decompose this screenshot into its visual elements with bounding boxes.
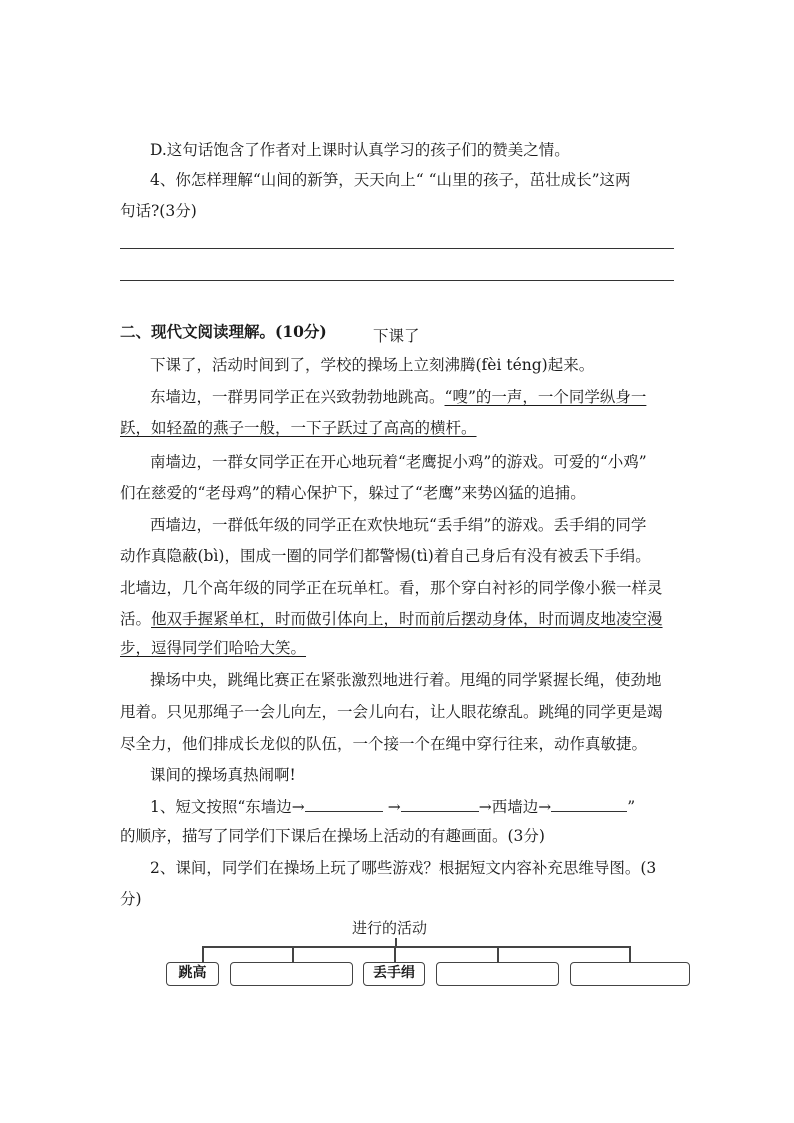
underlined-sentence-2: 他双手握紧单杠，时而做引体向上，时而前后摆动身体，时而调皮地凌空漫 xyxy=(151,610,663,628)
mind-map-connector xyxy=(629,946,631,962)
question-1-prefix: 1、短文按照“东墙边→ xyxy=(150,798,305,816)
paragraph-4-text: 活。 xyxy=(120,610,152,628)
paragraph-3-line1: 南墙边，一群女同学正在开心地玩着“老鹰捉小鸡”的游戏。可爱的“小鸡” xyxy=(150,453,647,471)
question-2-line2: 分) xyxy=(120,890,142,908)
mind-map-branch-bar xyxy=(202,946,630,948)
paragraph-5-line1: 操场中央，跳绳比赛正在紧张激烈地进行着。甩绳的同学紧握长绳，使劲地 xyxy=(150,671,662,689)
answer-blank-1[interactable] xyxy=(305,797,383,812)
answer-line-1[interactable] xyxy=(120,248,674,249)
mind-map-connector xyxy=(202,946,204,962)
mind-map-box-high-jump: 跳高 xyxy=(166,962,219,986)
mind-map-box-blank[interactable] xyxy=(436,962,559,986)
question-4-line1: 4、你怎样理解“山间的新笋，天天向上“ “山里的孩子，茁壮成长”这两 xyxy=(150,171,631,189)
question-1-line1 xyxy=(150,797,635,817)
mind-map-connector xyxy=(292,946,294,962)
mind-map-connector xyxy=(394,946,396,962)
question-4-line2: 句话?(3分) xyxy=(120,202,197,220)
option-d: D.这句话饱含了作者对上课时认真学习的孩子们的赞美之情。 xyxy=(150,141,570,159)
paragraph-4-line5: 步，逗得同学们哈哈大笑。 xyxy=(120,639,307,657)
arrow-text: → xyxy=(387,798,401,816)
passage-title: 下课了 xyxy=(373,327,420,345)
mind-map-connector xyxy=(497,946,499,962)
paragraph-2-line2: 跃，如轻盈的燕子一般，一下子跃过了高高的横杆。 xyxy=(120,419,477,437)
answer-line-2[interactable] xyxy=(120,280,674,281)
paragraph-5-line2: 甩着。只见那绳子一会儿向左，一会儿向右，让人眼花缭乱。跳绳的同学更是竭 xyxy=(120,703,663,721)
question-1-line2: 的顺序，描写了同学们下课后在操场上活动的有趣画面。(3分) xyxy=(120,827,545,845)
section-heading: 二、现代文阅读理解。(10分) xyxy=(120,322,327,341)
mind-map-title: 进行的活动 xyxy=(352,919,428,937)
paragraph-1: 下课了，活动时间到了，学校的操场上立刻沸腾(fèi téng)起来。 xyxy=(150,356,595,374)
paragraph-4-line3: 北墙边，几个高年级的同学正在玩单杠。看，那个穿白衬衫的同学像小猴一样灵 xyxy=(120,579,663,597)
paragraph-6: 课间的操场真热闹啊! xyxy=(150,766,296,784)
question-1-mid: →西墙边→ xyxy=(478,798,552,816)
paragraph-4-line2: 动作真隐蔽(bì)，围成一圈的同学们都警惕(tì)着自己身后有没有被丢下手绢。 xyxy=(120,547,651,565)
paragraph-5-line3: 尽全力，他们排成长龙似的队伍，一个接一个在绳中穿行往来，动作真敏捷。 xyxy=(120,735,648,753)
mind-map-box-blank[interactable] xyxy=(230,962,353,986)
mind-map-box-handkerchief: 丢手绢 xyxy=(363,962,425,986)
paragraph-2-text: 东墙边，一群男同学正在兴致勃勃地跳高。 xyxy=(150,388,445,406)
question-1-close: ” xyxy=(627,798,636,816)
question-2-line1: 2、课间，同学们在操场上玩了哪些游戏？根据短文内容补充思维导图。(3 xyxy=(150,859,657,877)
paragraph-4-line1: 西墙边，一群低年级的同学正在欢快地玩“丢手绢”的游戏。丢手绢的同学 xyxy=(150,516,647,534)
underlined-sentence: “嗖”的一声，一个同学纵身一 xyxy=(444,388,647,406)
paragraph-2-line1 xyxy=(150,387,646,407)
answer-blank-2[interactable] xyxy=(401,797,479,812)
answer-blank-3[interactable] xyxy=(551,797,627,812)
mind-map-box-blank[interactable] xyxy=(570,962,690,986)
paragraph-4-line4 xyxy=(120,609,663,629)
paragraph-3-line2: 们在慈爱的“老母鸡”的精心保护下，躲过了“老鹰”来势凶猛的追捕。 xyxy=(120,484,586,502)
